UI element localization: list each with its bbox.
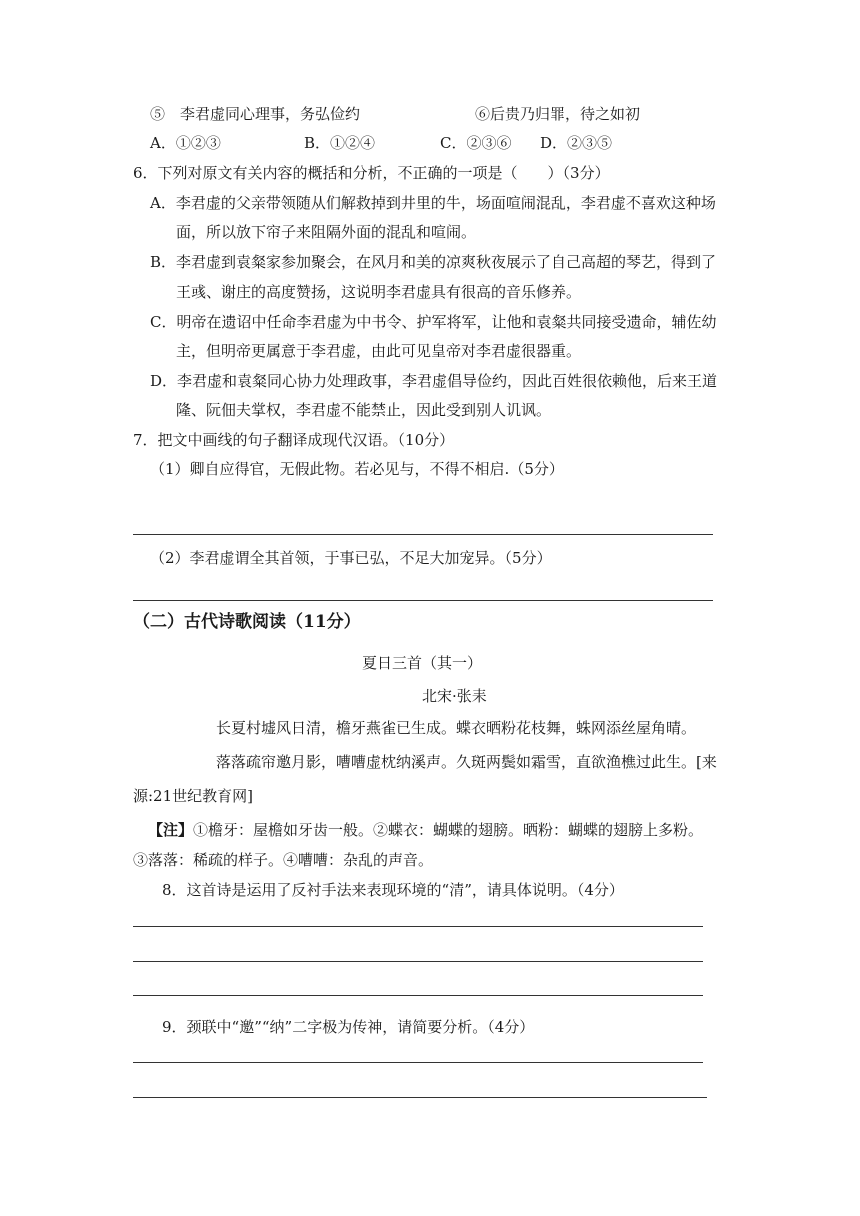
answer-line (133, 1062, 703, 1063)
q5-choice-c: C．②③⑥ (440, 134, 512, 152)
answer-line (133, 926, 703, 927)
answer-line (133, 600, 713, 601)
q6-option-c: C．明帝在遗诏中任命李君虚为中书令、护军将军，让他和袁粲共同接受遗命，辅佐幼 (150, 313, 717, 331)
note-text-1: ①檐牙：屋檐如牙齿一般。②蝶衣：蝴蝶的翅膀。晒粉：蝴蝶的翅膀上多粉。 (193, 821, 704, 839)
poem-title: 夏日三首（其一） (362, 654, 483, 672)
poem-author: 北宋·张耒 (422, 687, 487, 705)
poem-line-1: 长夏村墟风日清，檐牙燕雀已生成。蝶衣晒粉花枝舞，蛛网添丝屋角晴。 (216, 719, 697, 737)
answer-line (133, 1097, 707, 1098)
q6-stem: 6．下列对原文有关内容的概括和分析，不正确的一项是（ ）（3分） (133, 164, 610, 182)
q5-option-5: ⑤ 李君虚同心理事，务弘俭约 (150, 105, 361, 123)
note-label: 【注】 (148, 821, 194, 839)
q7-sentence-1: （1）卿自应得官，无假此物。若必见与，不得不相启.（5分） (150, 460, 564, 478)
poem-line-3: 源:21世纪教育网] (133, 787, 253, 805)
answer-line (133, 534, 713, 535)
q6-option-c-cont: 主，但明帝更属意于李君虚，由此可见皇帝对李君虚很器重。 (176, 342, 582, 360)
poem-line-2: 落落疏帘邀月影，嘈嘈虚枕纳溪声。久斑两鬓如霜雪，直欲渔樵过此生。[来 (216, 753, 717, 771)
q5-choice-d: D．②③⑤ (540, 134, 613, 152)
q5-option-6: ⑥后贵乃归罪，待之如初 (475, 105, 641, 123)
q6-option-b-cont: 王彧、谢庄的高度赞扬，这说明李君虚具有很高的音乐修养。 (176, 283, 582, 301)
q7-sentence-2: （2）李君虚谓全其首领，于事已弘，不足大加宠异。（5分） (150, 549, 552, 567)
q8-stem: 8．这首诗是运用了反衬手法来表现环境的“清”，请具体说明。（4分） (162, 881, 624, 899)
q9-stem: 9．颈联中“邀”“纳”二字极为传神，请简要分析。（4分） (162, 1018, 535, 1036)
answer-line (133, 995, 703, 996)
q5-choice-b: B．①②④ (304, 134, 376, 152)
q6-option-a-cont: 面，所以放下帘子来阻隔外面的混乱和喧闹。 (176, 223, 477, 241)
q6-option-a: A．李君虚的父亲带领随从们解救掉到井里的牛，场面喧闹混乱，李君虚不喜欢这种场 (150, 194, 716, 212)
q6-option-d-cont: 隆、阮佃夫掌权，李君虚不能禁止，因此受到别人讥讽。 (176, 401, 552, 419)
q6-option-b: B．李君虚到袁粲家参加聚会，在风月和美的凉爽秋夜展示了自己高超的琴艺，得到了 (150, 253, 717, 271)
q7-stem: 7．把文中画线的句子翻译成现代汉语。（10分） (133, 431, 455, 449)
q5-choice-a: A．①②③ (150, 134, 221, 152)
note-line-1 (148, 820, 703, 840)
answer-line (133, 961, 703, 962)
q6-option-d: D．李君虚和袁粲同心协力处理政事，李君虚倡导俭约，因此百姓很依赖他，后来王道 (150, 372, 718, 390)
note-line-2: ③落落：稀疏的样子。④嘈嘈：杂乱的声音。 (133, 851, 434, 869)
section-heading: （二）古代诗歌阅读（11分） (133, 612, 361, 632)
